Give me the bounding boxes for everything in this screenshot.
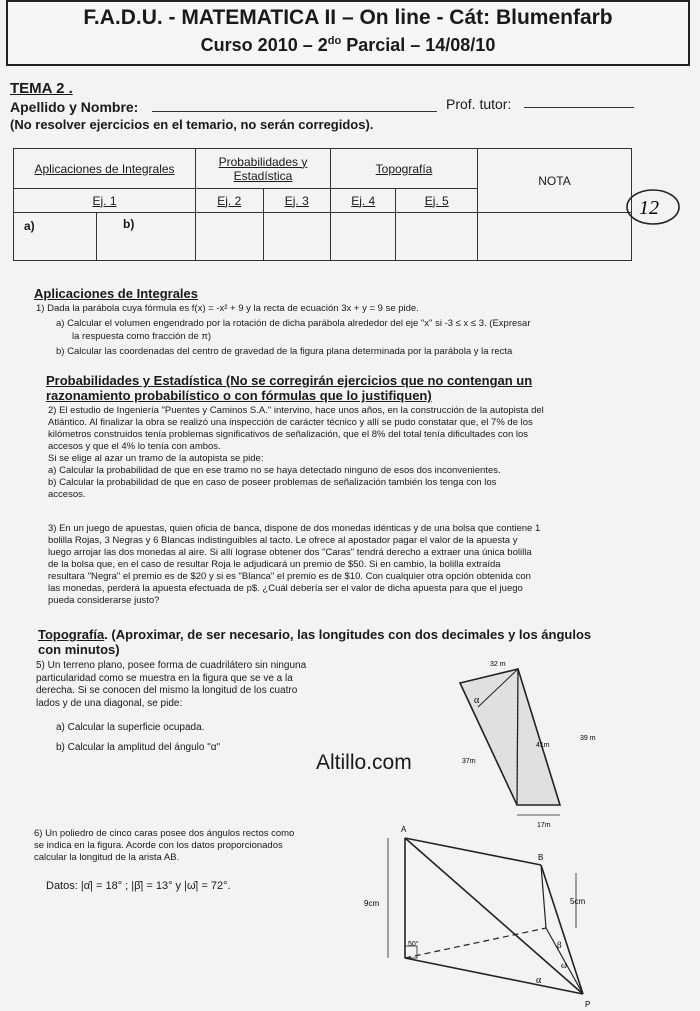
q5-line: derecha. Si se conocen del mismo la longitud de los cuatro	[36, 685, 298, 696]
q1a-text: a) Calcular el volumen engendrado por la rotación de dicha parábola alrededor del eje "x" si -3 ≤ x ≤ 3. (Expresar	[56, 318, 531, 329]
fig6-label-P: P	[585, 1000, 591, 1009]
ej1-header: Ej. 1	[14, 189, 196, 213]
group-probabilidades: Probabilidades y Estadística	[196, 149, 331, 189]
section3-title	[38, 627, 591, 642]
fig6-beta: β	[557, 940, 562, 950]
q2-block	[48, 405, 648, 501]
no-resolver-note: (No resolver ejercicios en el temario, no serán corregidos).	[10, 117, 374, 132]
ej2-cell[interactable]	[196, 213, 264, 261]
fig5-bottom-label: 17m	[537, 822, 551, 829]
grade-circle	[624, 187, 682, 227]
q3-line: resultara "Negra" el premio es de $20 y si es "Blanca" el premio es de $10. Con cualquier otra opción obtenida con	[48, 571, 531, 582]
q6-block	[34, 828, 354, 864]
section3-title-2: con minutos)	[38, 642, 120, 657]
q1-text: 1) Dada la parábola cuya fórmula es f(x) = -x² + 9 y la recta de ecuación 3x + y = 9 se pide.	[36, 303, 419, 314]
nota-cell[interactable]	[478, 213, 632, 261]
apellido-label: Apellido y Nombre:	[10, 99, 139, 115]
exam-date: Parcial – 14/08/10	[341, 35, 496, 55]
q3-line: pueda considerarse justo?	[48, 595, 160, 606]
q1b-text: b) Calcular las coordenadas del centro de gravedad de la figura plana determinada por la parábola y la recta	[56, 346, 513, 357]
q3-block	[48, 523, 648, 607]
fig5-diag-label: 41m	[536, 742, 550, 749]
q5-line: 5) Un terreno plano, posee forma de cuadrilátero sin ninguna	[36, 660, 307, 671]
fig5-right-label: 39 m	[580, 735, 596, 742]
watermark: Altillo.com	[316, 751, 412, 774]
ej5-cell[interactable]	[396, 213, 478, 261]
q2-line: accesos.	[48, 489, 86, 500]
header-title: F.A.D.U. - MATEMATICA II – On line - Cát: Blumenfarb	[83, 6, 613, 29]
header-box	[6, 0, 690, 66]
grade-mark: 12	[639, 197, 659, 219]
grading-table	[13, 148, 632, 261]
q2-line: Atlántico. Al finalizar la obra se realizó una inspección de carácter técnico y allí se pudo constatar que, el 7% de los	[48, 417, 533, 428]
ej2-header: Ej. 2	[196, 189, 264, 213]
q2-line: a) Calcular la probabilidad de que en ese tramo no se haya detectado ninguno de esos dos inconvenientes.	[48, 465, 501, 476]
q2-line: b) Calcular la probabilidad de que en caso de poseer problemas de señalización también los tenga con los	[48, 477, 497, 488]
prof-field[interactable]	[524, 97, 634, 108]
q5a-text: a) Calcular la superficie ocupada.	[56, 722, 205, 733]
q5b-text: b) Calcular la amplitud del ángulo "α"	[56, 742, 221, 753]
fig6-angle-50: 50°	[408, 941, 419, 948]
course-text: Curso 2010 – 2	[200, 35, 328, 55]
group-topografia: Topografía	[331, 149, 478, 189]
q5-line: lados y de una diagonal, se pide:	[36, 697, 183, 709]
ej3-cell[interactable]	[263, 213, 331, 261]
q6-line: calcular la longitud de la arista AB.	[34, 852, 180, 863]
ej1b-cell[interactable]: b)	[97, 213, 196, 261]
fig6-height2: 5cm	[570, 897, 586, 906]
q2-line: kilómetros construidos tenía problemas significativos de señalización, que el 8% del total tenía dificultades con los	[48, 429, 529, 440]
q3-line: bolilla Rojas, 3 Negras y 6 Blancas indistinguibles al tacto. Le ofrece al apostador pagar el valor de la apuesta y	[48, 535, 518, 546]
q3-line: las monedas, perderá la apuesta efectuada de p$. ¿Cuál debería ser el valor de dicha apuesta para que el juego	[48, 583, 523, 594]
q2-line: 2) El estudio de Ingeniería "Puentes y Caminos S.A." intervino, hace unos años, en la construcción de la autopista del	[48, 405, 544, 416]
nota-header: NOTA	[478, 149, 632, 213]
ej5-header: Ej. 5	[396, 189, 478, 213]
fig6-omega: ω	[561, 960, 567, 970]
q6-data: Datos: |α̂| = 18° ; |β̂| = 13° y |ω̂| = 72°.	[46, 880, 231, 892]
fig5-left-label: 37m	[462, 758, 476, 765]
q3-line: de la bolsa que, en el caso de resultar Roja le adjudicará un premio de $50. Si en cambio, la bolilla extraída	[48, 559, 501, 570]
fig6-label-B: B	[538, 853, 544, 862]
ej4-cell[interactable]	[331, 213, 396, 261]
group-integrales: Aplicaciones de Integrales	[14, 149, 196, 189]
q2-line: accesos y que el 4% lo tenía con ambos.	[48, 441, 221, 452]
section2-title-2: razonamiento probabilístico o con fórmulas que lo justifiquen)	[46, 388, 432, 403]
q5-line: particularidad como se muestra en la figura que se ve a la	[36, 672, 293, 684]
topografia-word: Topografía	[38, 627, 105, 642]
ej3-header: Ej. 3	[263, 189, 331, 213]
fig5-alpha-label: α	[474, 695, 480, 706]
ej1a-cell[interactable]: a)	[14, 213, 97, 261]
header-subtitle	[8, 35, 688, 56]
q3-line: 3) En un juego de apuestas, quien oficia de banca, dispone de dos monedas idénticas y de una bolsa que contiene 1	[48, 523, 541, 534]
q6-line: se indica en la figura. Acorde con los datos proporcionados	[34, 840, 283, 851]
tema-label: TEMA 2 .	[10, 80, 73, 97]
section2-title: Probabilidades y Estadística (No se corregirán ejercicios que no contengan un	[46, 373, 533, 388]
q1a-text-2: la respuesta como fracción de π)	[72, 331, 212, 342]
q6-line: 6) Un poliedro de cinco caras posee dos ángulos rectos como	[34, 828, 295, 839]
q5-block	[36, 660, 376, 710]
fig6-alpha: α	[536, 975, 542, 986]
section1-title: Aplicaciones de Integrales	[34, 286, 199, 301]
name-field[interactable]	[152, 100, 437, 112]
quadrilateral-figure	[440, 655, 600, 835]
prof-label: Prof. tutor:	[446, 96, 512, 112]
q3-line: luego arrojar las dos monedas al aire. Si allí lograse obtener dos "Caras" tendrá derecho a extraer una única bolilla	[48, 547, 532, 558]
q2-line: Si se elige al azar un tramo de la autopista se pide:	[48, 453, 264, 464]
fig6-label-A: A	[401, 825, 407, 834]
fig6-height1: 9cm	[364, 899, 380, 908]
ej4-header: Ej. 4	[331, 189, 396, 213]
polyhedron-figure	[358, 818, 608, 1010]
ordinal-sup: do	[327, 35, 342, 47]
fig5-top-label: 32 m	[490, 661, 506, 668]
section3-title-rest: . (Aproximar, de ser necesario, las longitudes con dos decimales y los ángulos	[104, 627, 592, 642]
